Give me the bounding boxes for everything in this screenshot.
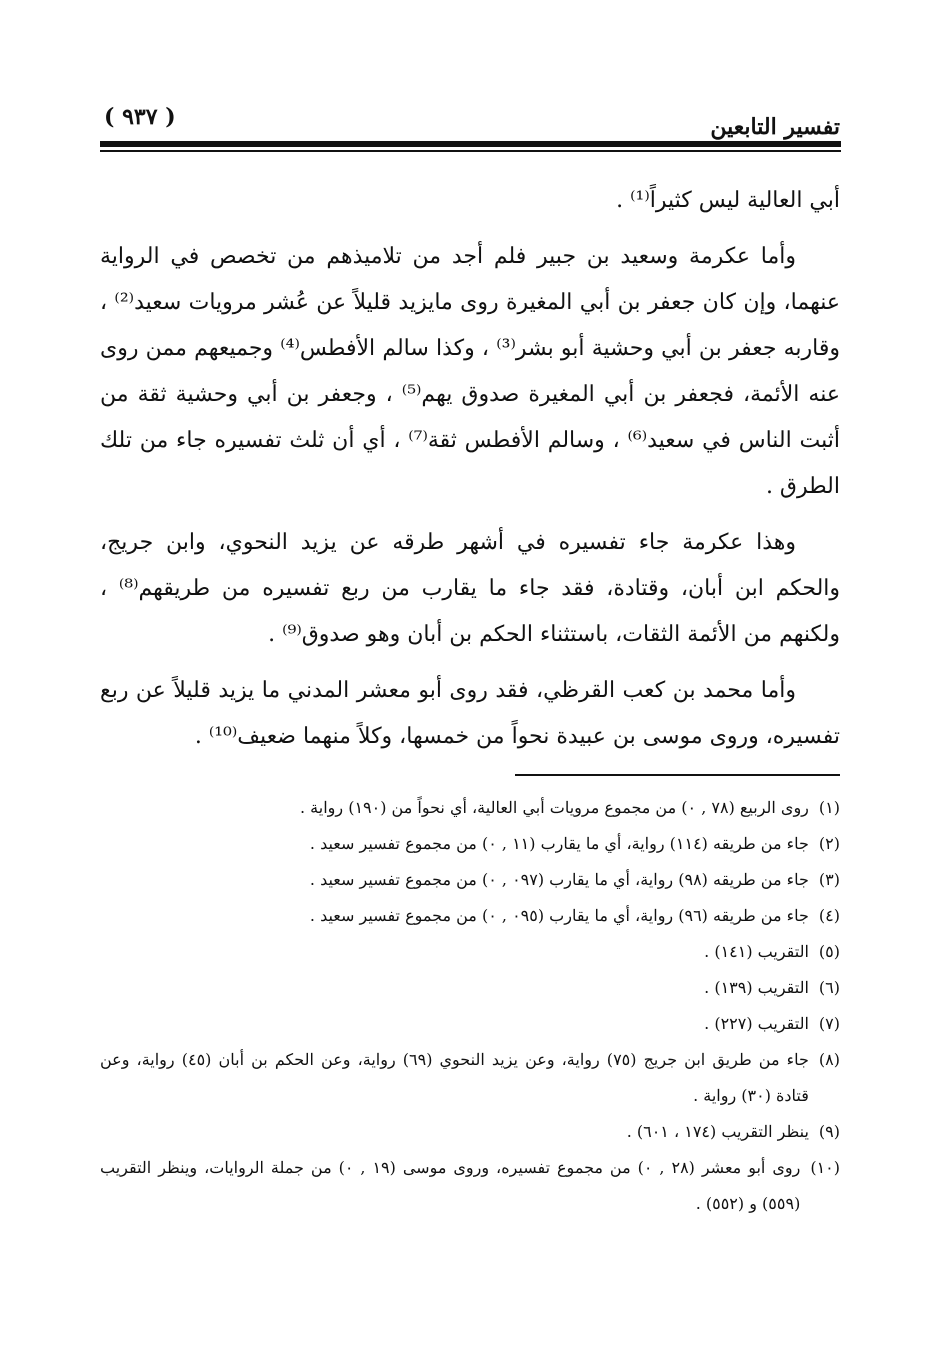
footnote — [100, 1150, 840, 1222]
footnote-number: (١٠) — [810, 1158, 840, 1177]
footnote — [100, 970, 840, 1006]
footnote — [100, 1006, 840, 1042]
footnote-text: ينظر التقريب (١٧٤ ، ٦٠١) . — [626, 1122, 809, 1141]
footnote-number: (٩) — [818, 1122, 840, 1141]
paragraph: وأما عكرمة وسعيد بن جبير فلم أجد من تلاميذهم من تخصص في الرواية عنهما، وإن كان جعفر بن أبي المغيرة روى مايزيد قليلاً عن عُشر مرويات سعيد⁽²⁾ ، وقاربه جعفر بن أبي وحشية أبو بشر⁽³⁾ ، وكذا سالم الأفطس⁽⁴⁾ وجميعهم ممن روى عنه الأئمة، فجعفر بن أبي المغيرة صدوق يهم⁽⁵⁾ ، وجعفر بن أبي وحشية ثقة من أثبت الناس في سعيد⁽⁶⁾ ، وسالم الأفطس ثقة⁽⁷⁾ ، أي أن ثلث تفسيره جاء من تلك الطرق . — [100, 244, 840, 499]
running-title: تفسير التابعين — [710, 114, 840, 140]
paragraph: أبي العالية ليس كثيراً⁽¹⁾ . — [616, 188, 840, 213]
footnote-separator — [515, 774, 840, 776]
footnote-number: (٧) — [818, 1014, 840, 1033]
footnote-text: جاء من طريقه (١١٤) رواية، أي ما يقارب (١١ , ٠) من مجموع تفسير سعيد . — [309, 834, 809, 853]
header-rule-thin — [100, 150, 841, 152]
footnote-text: التقريب (١٤١) . — [704, 942, 809, 961]
footnote — [100, 790, 840, 826]
footnote-text: جاء من طريق ابن جريج (٧٥) رواية، وعن يزيد النحوي (٦٩) رواية، وعن الحكم بن أبان (٤٥) رواية، وعن قتادة (٣٠) رواية . — [100, 1050, 809, 1105]
footnote-number: (٣) — [818, 870, 840, 889]
footnote-number: (٥) — [818, 942, 840, 961]
footnote-number: (٢) — [818, 834, 840, 853]
footnotes — [100, 790, 840, 1222]
page-number: ( ٩٣٧ ) — [104, 104, 176, 130]
paragraph: وأما محمد بن كعب القرظي، فقد روى أبو معشر المدني ما يزيد قليلاً عن ربع تفسيره، وروى موسى بن عبيدة نحواً من خمسها، وكلاً منهما ضعيف⁽¹⁰⁾ . — [100, 678, 840, 749]
footnote-number: (٦) — [818, 978, 840, 997]
paragraph: وهذا عكرمة جاء تفسيره في أشهر طرقه عن يزيد النحوي، وابن جريج، والحكم ابن أبان، وقتادة، فقد جاء ما يقارب من ربع تفسيره من طريقهم⁽⁸⁾ ، ولكنهم من الأئمة الثقات، باستثناء الحكم بن أبان وهو صدوق⁽⁹⁾ . — [100, 530, 841, 647]
main-text — [100, 178, 840, 770]
footnote-text: التقريب (١٣٩) . — [704, 978, 809, 997]
footnote-text: جاء من طريقه (٩٨) رواية، أي ما يقارب (٠٩٧ , ٠) من مجموع تفسير سعيد . — [309, 870, 809, 889]
footnote-text: روى الربيع (٧٨ , ٠) من مجموع مرويات أبي العالية، أي نحواً من (١٩٠) رواية . — [300, 798, 809, 817]
footnote — [100, 862, 840, 898]
footnote — [100, 934, 840, 970]
footnote — [100, 1042, 840, 1114]
header-rule — [100, 141, 841, 147]
footnote-number: (٤) — [818, 906, 840, 925]
footnote-number: (١) — [818, 798, 840, 817]
footnote-number: (٨) — [818, 1050, 840, 1069]
footnote — [100, 898, 840, 934]
footnote-text: روى أبو معشر (٢٨ , ٠) من مجموع تفسيره، وروى موسى (١٩ , ٠) من جملة الروايات، وينظر التقريب (٥٥٩) و (٥٥٢) . — [100, 1158, 801, 1213]
footnote — [100, 826, 840, 862]
page-header — [100, 100, 840, 140]
footnote-text: جاء من طريقه (٩٦) رواية، أي ما يقارب (٠٩٥ , ٠) من مجموع تفسير سعيد . — [309, 906, 809, 925]
footnote-text: التقريب (٢٢٧) . — [704, 1014, 809, 1033]
footnote — [100, 1114, 840, 1150]
